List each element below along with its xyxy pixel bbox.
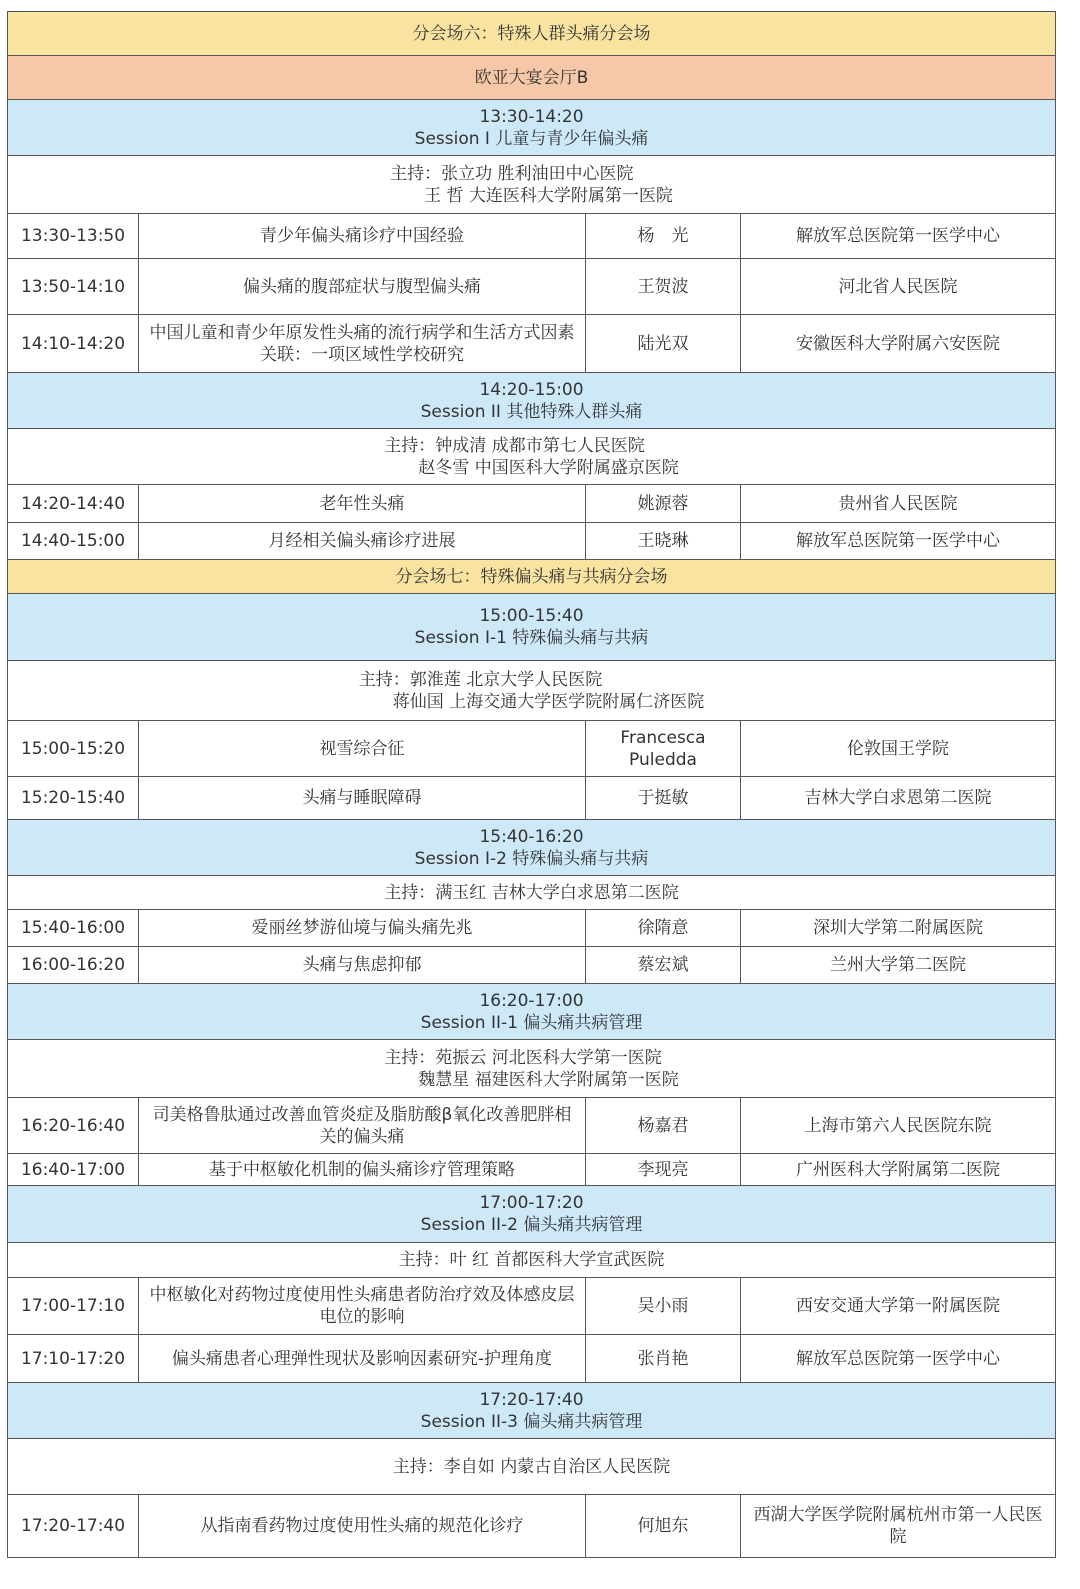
- talk-topic: 司美格鲁肽通过改善血管炎症及脂肪酸β氧化改善肥胖相关的偏头痛: [139, 1098, 586, 1154]
- host-cell: [8, 1243, 1056, 1278]
- talk-speaker: Francesca Puledda: [586, 721, 741, 777]
- talk-time: 16:20-16:40: [8, 1098, 139, 1154]
- host-cell: [8, 876, 1056, 910]
- host-cell: [8, 429, 1056, 485]
- host-row: [8, 429, 1056, 485]
- talk-speaker: 徐隋意: [586, 910, 741, 947]
- session-header: [8, 373, 1056, 429]
- session-time: 13:30-14:20: [479, 106, 584, 127]
- talk-speaker: 李现亮: [586, 1154, 741, 1186]
- talk-row: [8, 947, 1056, 984]
- talk-time: 14:40-15:00: [8, 523, 139, 560]
- talk-speaker: 姚源蓉: [586, 485, 741, 523]
- talk-row: [8, 721, 1056, 777]
- talk-time: 15:40-16:00: [8, 910, 139, 947]
- session-header: [8, 594, 1056, 661]
- talk-row: [8, 1154, 1056, 1186]
- talk-speaker: 王晓琳: [586, 523, 741, 560]
- talk-institution: 伦敦国王学院: [741, 721, 1056, 777]
- talk-time: 16:40-17:00: [8, 1154, 139, 1186]
- talk-institution: 贵州省人民医院: [741, 485, 1056, 523]
- talk-topic: 视雪综合征: [139, 721, 586, 777]
- host-block: [399, 1249, 665, 1271]
- session-time: 17:20-17:40: [479, 1389, 584, 1410]
- session-header-row: [8, 100, 1056, 156]
- session-header: [8, 1383, 1056, 1439]
- host-line: 蒋仙国 上海交通大学医学院附属仁济医院: [392, 691, 705, 712]
- talk-institution: 解放军总医院第一医学中心: [741, 523, 1056, 560]
- host-row: [8, 1439, 1056, 1495]
- talk-time: 14:10-14:20: [8, 315, 139, 373]
- talk-time: 14:20-14:40: [8, 485, 139, 523]
- session-title: Session II 其他特殊人群头痛: [420, 401, 643, 422]
- host-row: [8, 1040, 1056, 1098]
- venue-header-row: [8, 560, 1056, 594]
- talk-time: 13:30-13:50: [8, 214, 139, 259]
- session-header: [8, 820, 1056, 876]
- session-header: [8, 1186, 1056, 1243]
- talk-time: 15:00-15:20: [8, 721, 139, 777]
- room-title: 欧亚大宴会厅B: [8, 56, 1056, 100]
- talk-institution: 河北省人民医院: [741, 259, 1056, 315]
- host-line: 主持：钟成清 成都市第七人民医院: [384, 435, 645, 456]
- host-row: [8, 1243, 1056, 1278]
- host-block: [384, 1047, 678, 1091]
- talk-speaker: 蔡宏斌: [586, 947, 741, 984]
- talk-topic: 老年性头痛: [139, 485, 586, 523]
- talk-topic: 中枢敏化对药物过度使用性头痛患者防治疗效及体感皮层电位的影响: [139, 1278, 586, 1335]
- session-title: Session II-1 偏头痛共病管理: [420, 1012, 643, 1033]
- schedule-table: [7, 11, 1056, 1558]
- session-time: 17:00-17:20: [479, 1193, 584, 1213]
- talk-row: [8, 523, 1056, 560]
- talk-topic: 偏头痛患者心理弹性现状及影响因素研究-护理角度: [139, 1335, 586, 1383]
- talk-institution: 西湖大学医学院附属杭州市第一人民医院: [741, 1495, 1056, 1558]
- session-time: 14:20-15:00: [479, 379, 584, 400]
- talk-speaker: 陆光双: [586, 315, 741, 373]
- session-time: 15:00-15:40: [479, 606, 584, 626]
- talk-institution: 西安交通大学第一附属医院: [741, 1278, 1056, 1335]
- talk-institution: 深圳大学第二附属医院: [741, 910, 1056, 947]
- talk-time: 13:50-14:10: [8, 259, 139, 315]
- host-row: [8, 156, 1056, 214]
- talk-row: [8, 315, 1056, 373]
- host-block: [393, 1456, 670, 1478]
- talk-row: [8, 214, 1056, 259]
- talk-topic: 青少年偏头痛诊疗中国经验: [139, 214, 586, 259]
- talk-row: [8, 1495, 1056, 1558]
- schedule-body: [8, 12, 1056, 1558]
- talk-speaker: 吴小雨: [586, 1278, 741, 1335]
- session-header-row: [8, 373, 1056, 429]
- host-block: [384, 882, 678, 904]
- host-cell: [8, 156, 1056, 214]
- session-header: [8, 984, 1056, 1040]
- host-cell: [8, 661, 1056, 721]
- host-block: [384, 435, 678, 479]
- talk-institution: 解放军总医院第一医学中心: [741, 1335, 1056, 1383]
- talk-time: 16:00-16:20: [8, 947, 139, 984]
- host-cell: [8, 1439, 1056, 1495]
- host-line: 主持：张立功 胜利油田中心医院: [390, 163, 634, 184]
- talk-row: [8, 777, 1056, 820]
- host-line: 王 哲 大连医科大学附属第一医院: [424, 185, 673, 206]
- talk-speaker: 张肖艳: [586, 1335, 741, 1383]
- host-block: [390, 163, 673, 207]
- host-line: 主持：叶 红 首都医科大学宣武医院: [398, 1250, 665, 1270]
- talk-institution: 广州医科大学附属第二医院: [741, 1154, 1056, 1186]
- session-header-row: [8, 984, 1056, 1040]
- venue-title: 分会场六：特殊人群头痛分会场: [8, 12, 1056, 56]
- talk-time: 17:20-17:40: [8, 1495, 139, 1558]
- talk-topic: 中国儿童和青少年原发性头痛的流行病学和生活方式因素关联：一项区域性学校研究: [139, 315, 586, 373]
- host-row: [8, 876, 1056, 910]
- talk-time: 17:10-17:20: [8, 1335, 139, 1383]
- talk-topic: 头痛与睡眠障碍: [139, 777, 586, 820]
- session-title: Session I 儿童与青少年偏头痛: [414, 128, 649, 149]
- session-time: 16:20-17:00: [479, 990, 584, 1011]
- talk-time: 15:20-15:40: [8, 777, 139, 820]
- talk-row: [8, 1335, 1056, 1383]
- session-title: Session I-2 特殊偏头痛与共病: [414, 848, 649, 869]
- session-header-row: [8, 1383, 1056, 1439]
- talk-institution: 兰州大学第二医院: [741, 947, 1056, 984]
- talk-institution: 吉林大学白求恩第二医院: [741, 777, 1056, 820]
- talk-row: [8, 1098, 1056, 1154]
- talk-row: [8, 259, 1056, 315]
- host-line: 主持：苑振云 河北医科大学第一医院: [384, 1047, 662, 1068]
- session-title: Session I-1 特殊偏头痛与共病: [414, 628, 649, 648]
- talk-row: [8, 1278, 1056, 1335]
- talk-institution: 解放军总医院第一医学中心: [741, 214, 1056, 259]
- session-title: Session II-2 偏头痛共病管理: [420, 1215, 643, 1235]
- session-header: [8, 100, 1056, 156]
- host-line: 主持：满玉红 吉林大学白求恩第二医院: [384, 882, 679, 903]
- talk-topic: 爱丽丝梦游仙境与偏头痛先兆: [139, 910, 586, 947]
- talk-institution: 安徽医科大学附属六安医院: [741, 315, 1056, 373]
- session-title: Session II-3 偏头痛共病管理: [420, 1411, 643, 1432]
- host-block: [359, 669, 704, 713]
- talk-speaker: 王贺波: [586, 259, 741, 315]
- talk-speaker: 于挺敏: [586, 777, 741, 820]
- talk-speaker: 杨 光: [586, 214, 741, 259]
- talk-topic: 基于中枢敏化机制的偏头痛诊疗管理策略: [139, 1154, 586, 1186]
- talk-topic: 月经相关偏头痛诊疗进展: [139, 523, 586, 560]
- session-time: 15:40-16:20: [479, 826, 584, 847]
- talk-row: [8, 910, 1056, 947]
- session-header-row: [8, 1186, 1056, 1243]
- talk-speaker: 杨嘉君: [586, 1098, 741, 1154]
- talk-topic: 从指南看药物过度使用性头痛的规范化诊疗: [139, 1495, 586, 1558]
- session-header-row: [8, 594, 1056, 661]
- host-line: 赵冬雪 中国医科大学附属盛京医院: [418, 457, 679, 478]
- host-cell: [8, 1040, 1056, 1098]
- room-header-row: [8, 56, 1056, 100]
- host-line: 主持：李自如 内蒙古自治区人民医院: [392, 1456, 671, 1477]
- talk-topic: 头痛与焦虑抑郁: [139, 947, 586, 984]
- venue-title: 分会场七：特殊偏头痛与共病分会场: [8, 560, 1056, 594]
- venue-header-row: [8, 12, 1056, 56]
- talk-row: [8, 485, 1056, 523]
- talk-topic: 偏头痛的腹部症状与腹型偏头痛: [139, 259, 586, 315]
- host-line: 魏慧星 福建医科大学附属第一医院: [418, 1069, 679, 1090]
- talk-speaker: 何旭东: [586, 1495, 741, 1558]
- talk-institution: 上海市第六人民医院东院: [741, 1098, 1056, 1154]
- session-header-row: [8, 820, 1056, 876]
- host-row: [8, 661, 1056, 721]
- talk-time: 17:00-17:10: [8, 1278, 139, 1335]
- host-line: 主持：郭淮莲 北京大学人民医院: [358, 669, 603, 690]
